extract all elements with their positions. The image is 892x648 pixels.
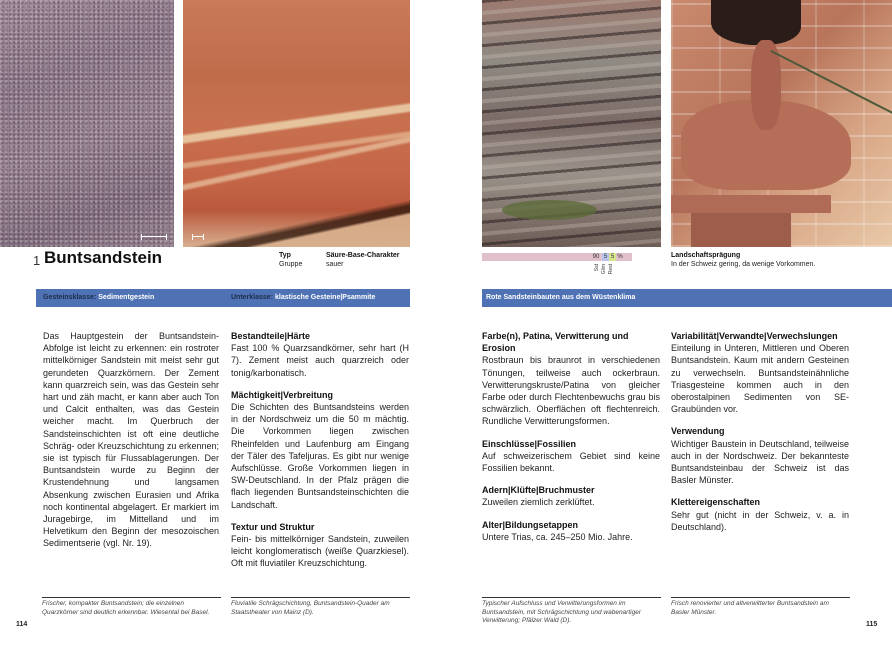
caption-photo-3: Typischer Aufschluss und Verwitterungsformen im Buntsandstein, mit Schrägschichtung und wabenartiger Verwitterung; Pfälzer Wald (D). xyxy=(482,600,641,625)
section-heading: Einschlüsse|Fossilien xyxy=(482,438,577,449)
section-text: Sehr gut (nicht in der Schweiz, v. a. in Deutschland). xyxy=(671,509,849,532)
unterklasse-label: Unterklasse: xyxy=(231,294,274,301)
section-text: Einteilung in Unteren, Mittleren und Oberen Buntsandstein. Kaum mit andern Gesteinen zu verwechseln. Buntsandsteinähnliche Triasgesteine kommen auch in den oberostalpinen Sedimenten von SE-Graubünden vor. xyxy=(671,343,849,415)
page-title: Buntsandstein xyxy=(44,248,163,267)
intro-paragraph: Das Hauptgestein der Buntsandstein-Abfolge ist leicht zu erkennen: ein rostroter mittelkörniger Sandstein mit meist sehr gut gerundeten Quarzkörnern. Der Zement kann quarzreich sein, was das Gestein sehr hart und zäh macht, er kann aber auch Ton und Calcit enthalten, was das Gestein weicher macht. Im Querbruch der Sandsteinschichten ist oft eine deutliche Schräg- oder Kreuzschichtung zu erkennen; sie ist typisch für Flussablagerungen. Der Buntsandstein wurde zu Beginn der Krustendehnung und langsamen Absenkung zwischen Eurasien und Afrika noch kontinental abgelagert. Er markiert im Juragebirge, im Mittelland und im Helvetikum den Beginn der mesozoischen Sedimentserie (vgl. Nr. 19). xyxy=(43,331,219,549)
gruppe-label: Gruppe xyxy=(279,261,303,268)
section-text: Untere Trias, ca. 245–250 Mio. Jahre. xyxy=(482,531,633,542)
landschaft-text: In der Schweiz gering, da wenige Vorkommen. xyxy=(671,261,816,268)
page-number-left: 114 xyxy=(16,621,28,628)
sculpture-corbel xyxy=(691,213,791,247)
composition-value-2: 5 xyxy=(603,254,608,260)
entry-number: 1 xyxy=(33,253,41,268)
sculpture-ledge xyxy=(671,195,831,213)
composition-value-1: 90 xyxy=(592,254,600,260)
photo-outcrop-pfaelzer-wald xyxy=(482,0,661,247)
composition-unit: % xyxy=(617,254,623,260)
section-text: Auf schweizerischem Gebiet sind keine Fossilien bekannt. xyxy=(482,450,660,474)
right-sections-col2 xyxy=(671,330,849,543)
sculpture-shadow xyxy=(711,0,801,45)
caption-photo-1: Frischer, kompakter Buntsandstein; die einzelnen Quarzkörner sind deutlich erkennbar. Wiesental bei Basel. xyxy=(42,600,210,616)
caption-rule xyxy=(231,597,410,598)
section-text: Die Schichten des Buntsandsteins werden in der Nordschweiz um die 50 m mächtig. Die Vorkommen liegen zwischen Rheinfelden und Laufenburg am Eingang der Täler des Tafeljuras. Es gibt nur wenige Aufschlüsse. Große Vorkommen liegen in SW-Deutschland. In der Pfalz prägen die flach liegenden Buntsandsteinschichten die Landschaft. xyxy=(231,402,409,510)
gesteinsklasse-value: Sedimentgestein xyxy=(98,294,155,301)
unterklasse xyxy=(231,294,375,301)
scale-bar-icon xyxy=(192,234,204,240)
section-heading: Klettereigenschaften xyxy=(671,497,761,508)
section-text: Fast 100 % Quarzsandkörner, sehr hart (H 7). Zement meist auch quarzreich oder tonig/karbonatisch. xyxy=(231,343,409,378)
gesteinsklasse-label: Gesteinsklasse: xyxy=(43,294,97,301)
caption-rule xyxy=(42,597,221,598)
landschaft-heading: Landschaftsprägung xyxy=(671,252,741,259)
section-text: Fein- bis mittelkörniger Sandstein, zuweilen leicht konglomeratisch (weiße Quarzkiesel). Oft mit fluviatiler Kreuzschichtung. xyxy=(231,534,409,569)
section-text: Wichtiger Baustein in Deutschland, teilweise auch in der Nordschweiz. Der bekannteste Buntsandsteinbau der Schweiz ist das Basler Münster. xyxy=(671,438,849,486)
section-heading: Variabilität|Verwandte|Verwechslungen xyxy=(671,331,838,341)
page-number-right: 115 xyxy=(866,621,878,628)
unterklasse-value: klastische Gesteine|Psammite xyxy=(274,294,376,301)
photo-basler-muenster-rider xyxy=(671,0,892,247)
left-sections xyxy=(231,330,409,580)
moss-patch xyxy=(502,200,597,220)
gesteinsklasse xyxy=(43,294,154,301)
composition-label-2: Glim xyxy=(601,264,607,275)
section-heading: Verwendung xyxy=(671,426,725,437)
photo-fresh-sandstone xyxy=(0,0,174,247)
section-text: Rostbraun bis braunrot in verschiedenen Tönungen, teilweise auch ockerbraun. Verwitterungskruste/Patina von gleicher Farbe oder durch Flechtenbewuchs grau bis schwärzlich. Oberflächen oft flechtenreich. Rundliche Verwitterungsformen. xyxy=(482,355,660,427)
caption-rule xyxy=(671,597,850,598)
scale-bar-icon xyxy=(141,234,167,240)
theme-band-title: Rote Sandsteinbauten aus dem Wüstenklima xyxy=(486,294,636,301)
composition-label-3: Rest xyxy=(608,264,614,275)
composition-label-1: Sst xyxy=(594,264,600,272)
section-heading: Alter|Bildungsetappen xyxy=(482,519,579,530)
section-text: Zuweilen ziemlich zerklüftet. xyxy=(482,497,595,508)
section-heading: Bestandteile|Härte xyxy=(231,331,311,341)
typ-label: Typ xyxy=(279,252,291,259)
section-heading: Textur und Struktur xyxy=(231,521,315,532)
photo-cross-bedding xyxy=(183,0,410,247)
saeure-base-value: sauer xyxy=(326,261,344,268)
composition-value-3: 5 xyxy=(610,254,615,260)
section-heading: Adern|Klüfte|Bruchmuster xyxy=(482,485,595,496)
caption-photo-4: Frisch renovierter und altverwitterter Buntsandstein am Basler Münster. xyxy=(671,600,829,616)
saeure-base-label: Säure-Base-Charakter xyxy=(326,252,400,259)
right-sections-col1 xyxy=(482,330,660,553)
section-heading: Mächtigkeit|Verbreitung xyxy=(231,389,334,400)
section-heading: Farbe(n), Patina, Verwitterung und Erosion xyxy=(482,331,629,354)
caption-rule xyxy=(482,597,661,598)
caption-photo-2: Fluviatile Schrägschichtung, Buntsandstein-Quader am Staatstheater von Mainz (D). xyxy=(231,600,390,616)
